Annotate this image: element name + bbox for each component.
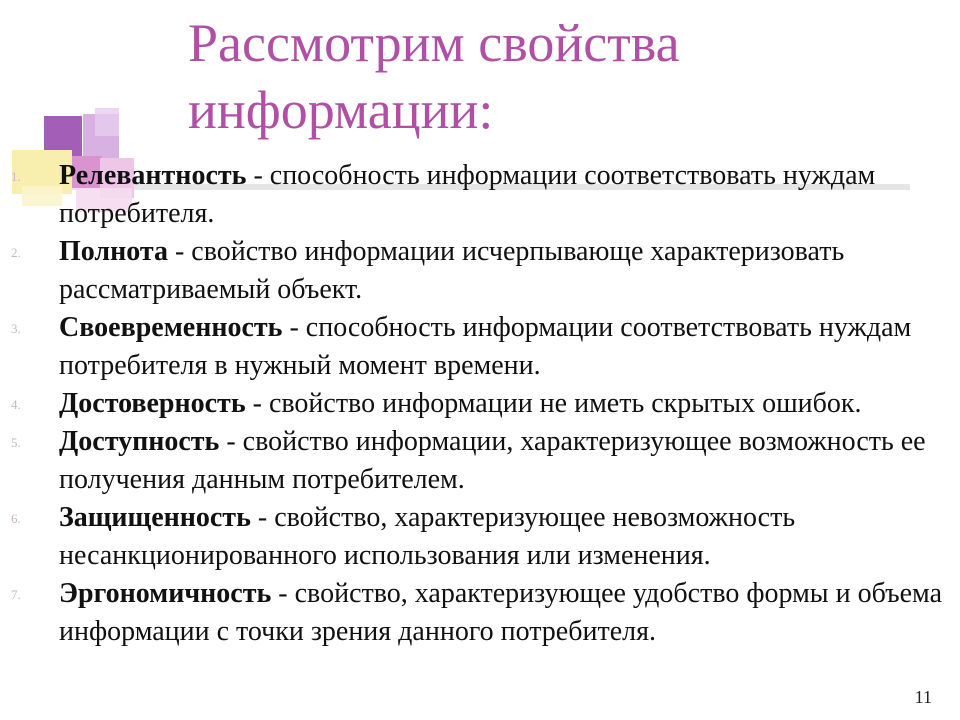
item-description: - свойство, характеризующее удобство формы и объема информации с точки зрения данного потребителя. [59, 578, 942, 647]
item-number: 6. [11, 511, 21, 526]
item-term: Релевантность [59, 160, 247, 191]
item-number: 2. [11, 245, 21, 260]
item-number: 5. [11, 435, 21, 450]
item-description: - свойство информации, характеризующее возможность ее получения данным потребителем. [59, 426, 926, 495]
item-description: - способность информации соответствовать нуждам потребителя в нужный момент времени. [59, 312, 912, 381]
item-number: 1. [11, 169, 21, 184]
page-number: 11 [914, 687, 932, 707]
decor-square-lilac-light [95, 108, 119, 136]
properties-list [0, 157, 960, 651]
item-term: Достоверность [59, 388, 246, 419]
item-description: - способность информации соответствовать нуждам потребителя. [59, 160, 876, 229]
list-item [0, 499, 960, 575]
item-number: 4. [11, 397, 21, 412]
item-term: Эргономичность [59, 578, 272, 609]
item-number: 7. [11, 587, 21, 602]
list-item [0, 385, 960, 423]
item-term: Защищенность [59, 502, 251, 533]
item-description: - свойство информации исчерпывающе характеризовать рассматриваемый объект. [59, 236, 845, 305]
item-term: Своевременность [59, 312, 283, 343]
list-item [0, 309, 960, 385]
list-item [0, 423, 960, 499]
list-item [0, 233, 960, 309]
list-item [0, 575, 960, 651]
list-item [0, 157, 960, 233]
item-description: - свойство информации не иметь скрытых ошибок. [245, 388, 862, 419]
item-term: Доступность [59, 426, 220, 457]
item-term: Полнота [59, 236, 168, 267]
slide-title: Рассмотрим свойства информации: [188, 13, 680, 140]
item-number: 3. [11, 321, 21, 336]
item-description: - свойство, характеризующее невозможность несанкционированного использования или изменения. [59, 502, 796, 571]
